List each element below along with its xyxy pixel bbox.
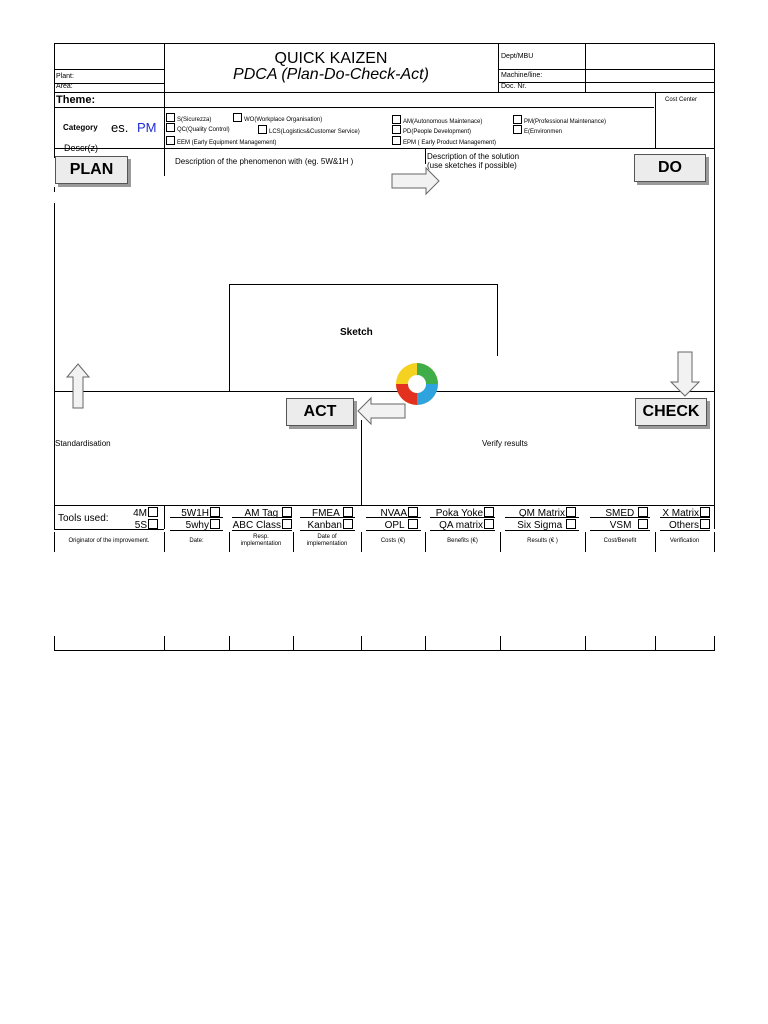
tool-5why[interactable]: 5why — [168, 519, 220, 531]
plan-description: Description of the phenomenon with (eg. 5W&1H ) — [175, 157, 354, 166]
grid-line — [54, 636, 55, 650]
plan-label: PLAN — [55, 156, 128, 184]
doc-number-label: Doc. Nr. — [501, 83, 527, 90]
tool-group-smed — [590, 507, 648, 531]
check-label: CHECK — [635, 398, 707, 426]
grid-line — [585, 43, 586, 92]
machine-label: Machine/line: — [501, 72, 543, 79]
border-right — [714, 43, 715, 148]
grid-line — [54, 187, 55, 192]
tool-poka-yoke[interactable]: Poka Yoke — [430, 507, 494, 519]
grid-line — [498, 82, 714, 83]
tools-top-line — [54, 505, 714, 506]
date-label: Date: — [189, 538, 204, 544]
theme-label: Theme: — [56, 94, 96, 106]
verification-label: Verification — [669, 538, 700, 544]
grid-line — [498, 43, 499, 92]
border-bottom — [54, 650, 715, 651]
cost-center-label: Cost Center — [665, 97, 698, 103]
category-value: PM — [137, 120, 157, 135]
grid-line — [229, 636, 230, 650]
verify-results-label: Verify results — [482, 439, 528, 448]
grid-line — [54, 148, 714, 149]
act-check-divider — [361, 420, 362, 506]
checkbox-wo[interactable] — [233, 113, 242, 122]
grid-line — [655, 636, 656, 650]
grid-line — [425, 636, 426, 650]
date-of-implementation-label: Date of implementation — [306, 534, 348, 547]
tool-group-fmea — [298, 507, 353, 531]
tool-opl[interactable]: OPL — [364, 519, 418, 531]
do-description-line1: Description of the solution — [427, 152, 520, 161]
tool-5w1h[interactable]: 5W1H — [168, 507, 220, 519]
tool-group-qm-matrix — [505, 507, 576, 531]
border-left — [54, 203, 55, 506]
grid-line — [655, 92, 656, 148]
checkbox-5why[interactable] — [210, 519, 220, 529]
category-label: Category — [63, 123, 98, 132]
checkbox-lcs[interactable] — [258, 125, 267, 134]
grid-line — [293, 636, 294, 650]
area-label: Area: — [56, 83, 73, 90]
form-title: QUICK KAIZEN — [274, 50, 388, 67]
checkbox-epm[interactable] — [392, 136, 401, 145]
tool-others[interactable]: Others — [658, 519, 710, 531]
category-option-e[interactable]: E(Environmen — [513, 125, 562, 135]
grid-line — [54, 69, 164, 70]
up-arrow-icon — [65, 362, 91, 410]
checkbox-fmea[interactable] — [343, 507, 353, 517]
checkbox-nvaa[interactable] — [408, 507, 418, 517]
tool-4m[interactable]: 4M — [110, 507, 158, 519]
grid-line — [54, 92, 714, 93]
grid-line — [54, 107, 654, 108]
grid-line — [54, 505, 55, 529]
checkbox-vsm[interactable] — [638, 519, 648, 529]
checkbox-kanban[interactable] — [343, 519, 353, 529]
checkbox-six-sigma[interactable] — [566, 519, 576, 529]
category-option-lcs[interactable]: LCS(Logistics&Customer Service) — [258, 125, 360, 135]
grid-line — [585, 636, 586, 650]
tool-x-matrix[interactable]: X Matrix — [658, 507, 710, 519]
border-left — [54, 43, 55, 148]
benefits-label: Benefits (€) — [447, 538, 478, 544]
checkbox-am[interactable] — [392, 115, 401, 124]
dept-label: Dept/MBU — [501, 53, 534, 60]
mid-line — [54, 391, 399, 392]
checkbox-qm-matrix[interactable] — [566, 507, 576, 517]
tool-abc-class[interactable]: ABC Class — [230, 519, 292, 531]
tool-smed[interactable]: SMED — [590, 507, 648, 519]
tool-group-poka-yoke — [430, 507, 494, 531]
grid-line — [714, 532, 715, 552]
act-label: ACT — [286, 398, 354, 426]
sketch-label: Sketch — [340, 327, 373, 338]
grid-line — [164, 636, 165, 650]
down-arrow-icon — [668, 350, 702, 398]
tool-six-sigma[interactable]: Six Sigma — [505, 519, 576, 531]
checkbox-abc-class[interactable] — [282, 519, 292, 529]
checkbox-others[interactable] — [700, 519, 710, 529]
right-arrow-icon — [390, 166, 442, 196]
sketch-top-line — [229, 284, 497, 285]
tool-qa-matrix[interactable]: QA matrix — [430, 519, 494, 531]
tool-kanban[interactable]: Kanban — [298, 519, 353, 531]
grid-line — [714, 505, 715, 529]
grid-line — [498, 69, 714, 70]
tool-nvaa[interactable]: NVAA — [364, 507, 418, 519]
tool-am-tag[interactable]: AM Tag — [230, 507, 292, 519]
sketch-right-line — [497, 284, 498, 356]
tools-used-label: Tools used: — [58, 513, 109, 524]
border-top — [54, 43, 714, 44]
checkbox-am-tag[interactable] — [282, 507, 292, 517]
tool-fmea[interactable]: FMEA — [298, 507, 353, 519]
category-option-s[interactable]: S(Sicurezza) — [166, 113, 211, 123]
checkbox-smed[interactable] — [638, 507, 648, 517]
grid-line — [164, 148, 165, 176]
checkbox-5s[interactable] — [148, 519, 158, 529]
standardisation-label: Standardisation — [55, 439, 111, 448]
sketch-left-line — [229, 284, 230, 392]
checkbox-qa-matrix[interactable] — [484, 519, 494, 529]
resp-implementation-label: Resp. implementation — [240, 534, 282, 547]
checkbox-4m[interactable] — [148, 507, 158, 517]
grid-line — [361, 636, 362, 650]
checkbox-pd[interactable] — [392, 125, 401, 134]
tool-5s[interactable]: 5S — [110, 519, 158, 531]
checkbox-qc[interactable] — [166, 123, 175, 132]
grid-line — [500, 636, 501, 650]
category-option-pm[interactable]: PM(Professional Maintenance) — [513, 115, 606, 125]
category-option-pd[interactable]: PD(People Development) — [392, 125, 471, 135]
border-right — [714, 148, 715, 506]
costs-label: Costs (€) — [380, 538, 406, 544]
grid-line — [714, 636, 715, 650]
tool-vsm[interactable]: VSM — [590, 519, 648, 531]
tool-group-x-matrix — [658, 507, 710, 531]
category-option-wo[interactable]: WO(Workplace Organisation) — [233, 113, 322, 123]
category-option-eem[interactable]: EEM (Early Equipment Management) — [166, 136, 276, 146]
checkbox-opl[interactable] — [408, 519, 418, 529]
cost-benefit-label: Cost/Benefit — [603, 538, 637, 544]
tool-group-am-tag — [230, 507, 292, 531]
category-prefix: es. — [111, 120, 129, 135]
originator-label: Originator of the improvement. — [68, 538, 150, 544]
category-option-qc[interactable]: QC(Quality Control) — [166, 123, 230, 133]
pdca-cycle-icon — [395, 362, 439, 406]
tool-group-nvaa — [364, 507, 418, 531]
checkbox-s[interactable] — [166, 113, 175, 122]
grid-line — [164, 505, 165, 529]
do-label: DO — [634, 154, 706, 182]
grid-line — [425, 148, 426, 164]
form-subtitle: PDCA (Plan-Do-Check-Act) — [233, 66, 429, 83]
checkbox-x-matrix[interactable] — [700, 507, 710, 517]
checkbox-pm[interactable] — [513, 115, 522, 124]
descr-label: Descr(z) — [64, 143, 98, 153]
tool-group-4m-5s — [110, 507, 158, 531]
category-option-epm[interactable]: EPM ( Early Product Management) — [392, 136, 496, 146]
plant-label: Plant: — [56, 73, 74, 80]
category-option-am[interactable]: AM(Autonomous Maintenace) — [392, 115, 482, 125]
checkbox-e[interactable] — [513, 125, 522, 134]
tool-group-5w1h — [168, 507, 220, 531]
checkbox-5w1h[interactable] — [210, 507, 220, 517]
checkbox-poka-yoke[interactable] — [484, 507, 494, 517]
checkbox-eem[interactable] — [166, 136, 175, 145]
results-label: Results (€ ) — [527, 538, 558, 544]
tool-qm-matrix[interactable]: QM Matrix — [505, 507, 576, 519]
do-description-line2: (use sketches if possible) — [427, 161, 517, 170]
